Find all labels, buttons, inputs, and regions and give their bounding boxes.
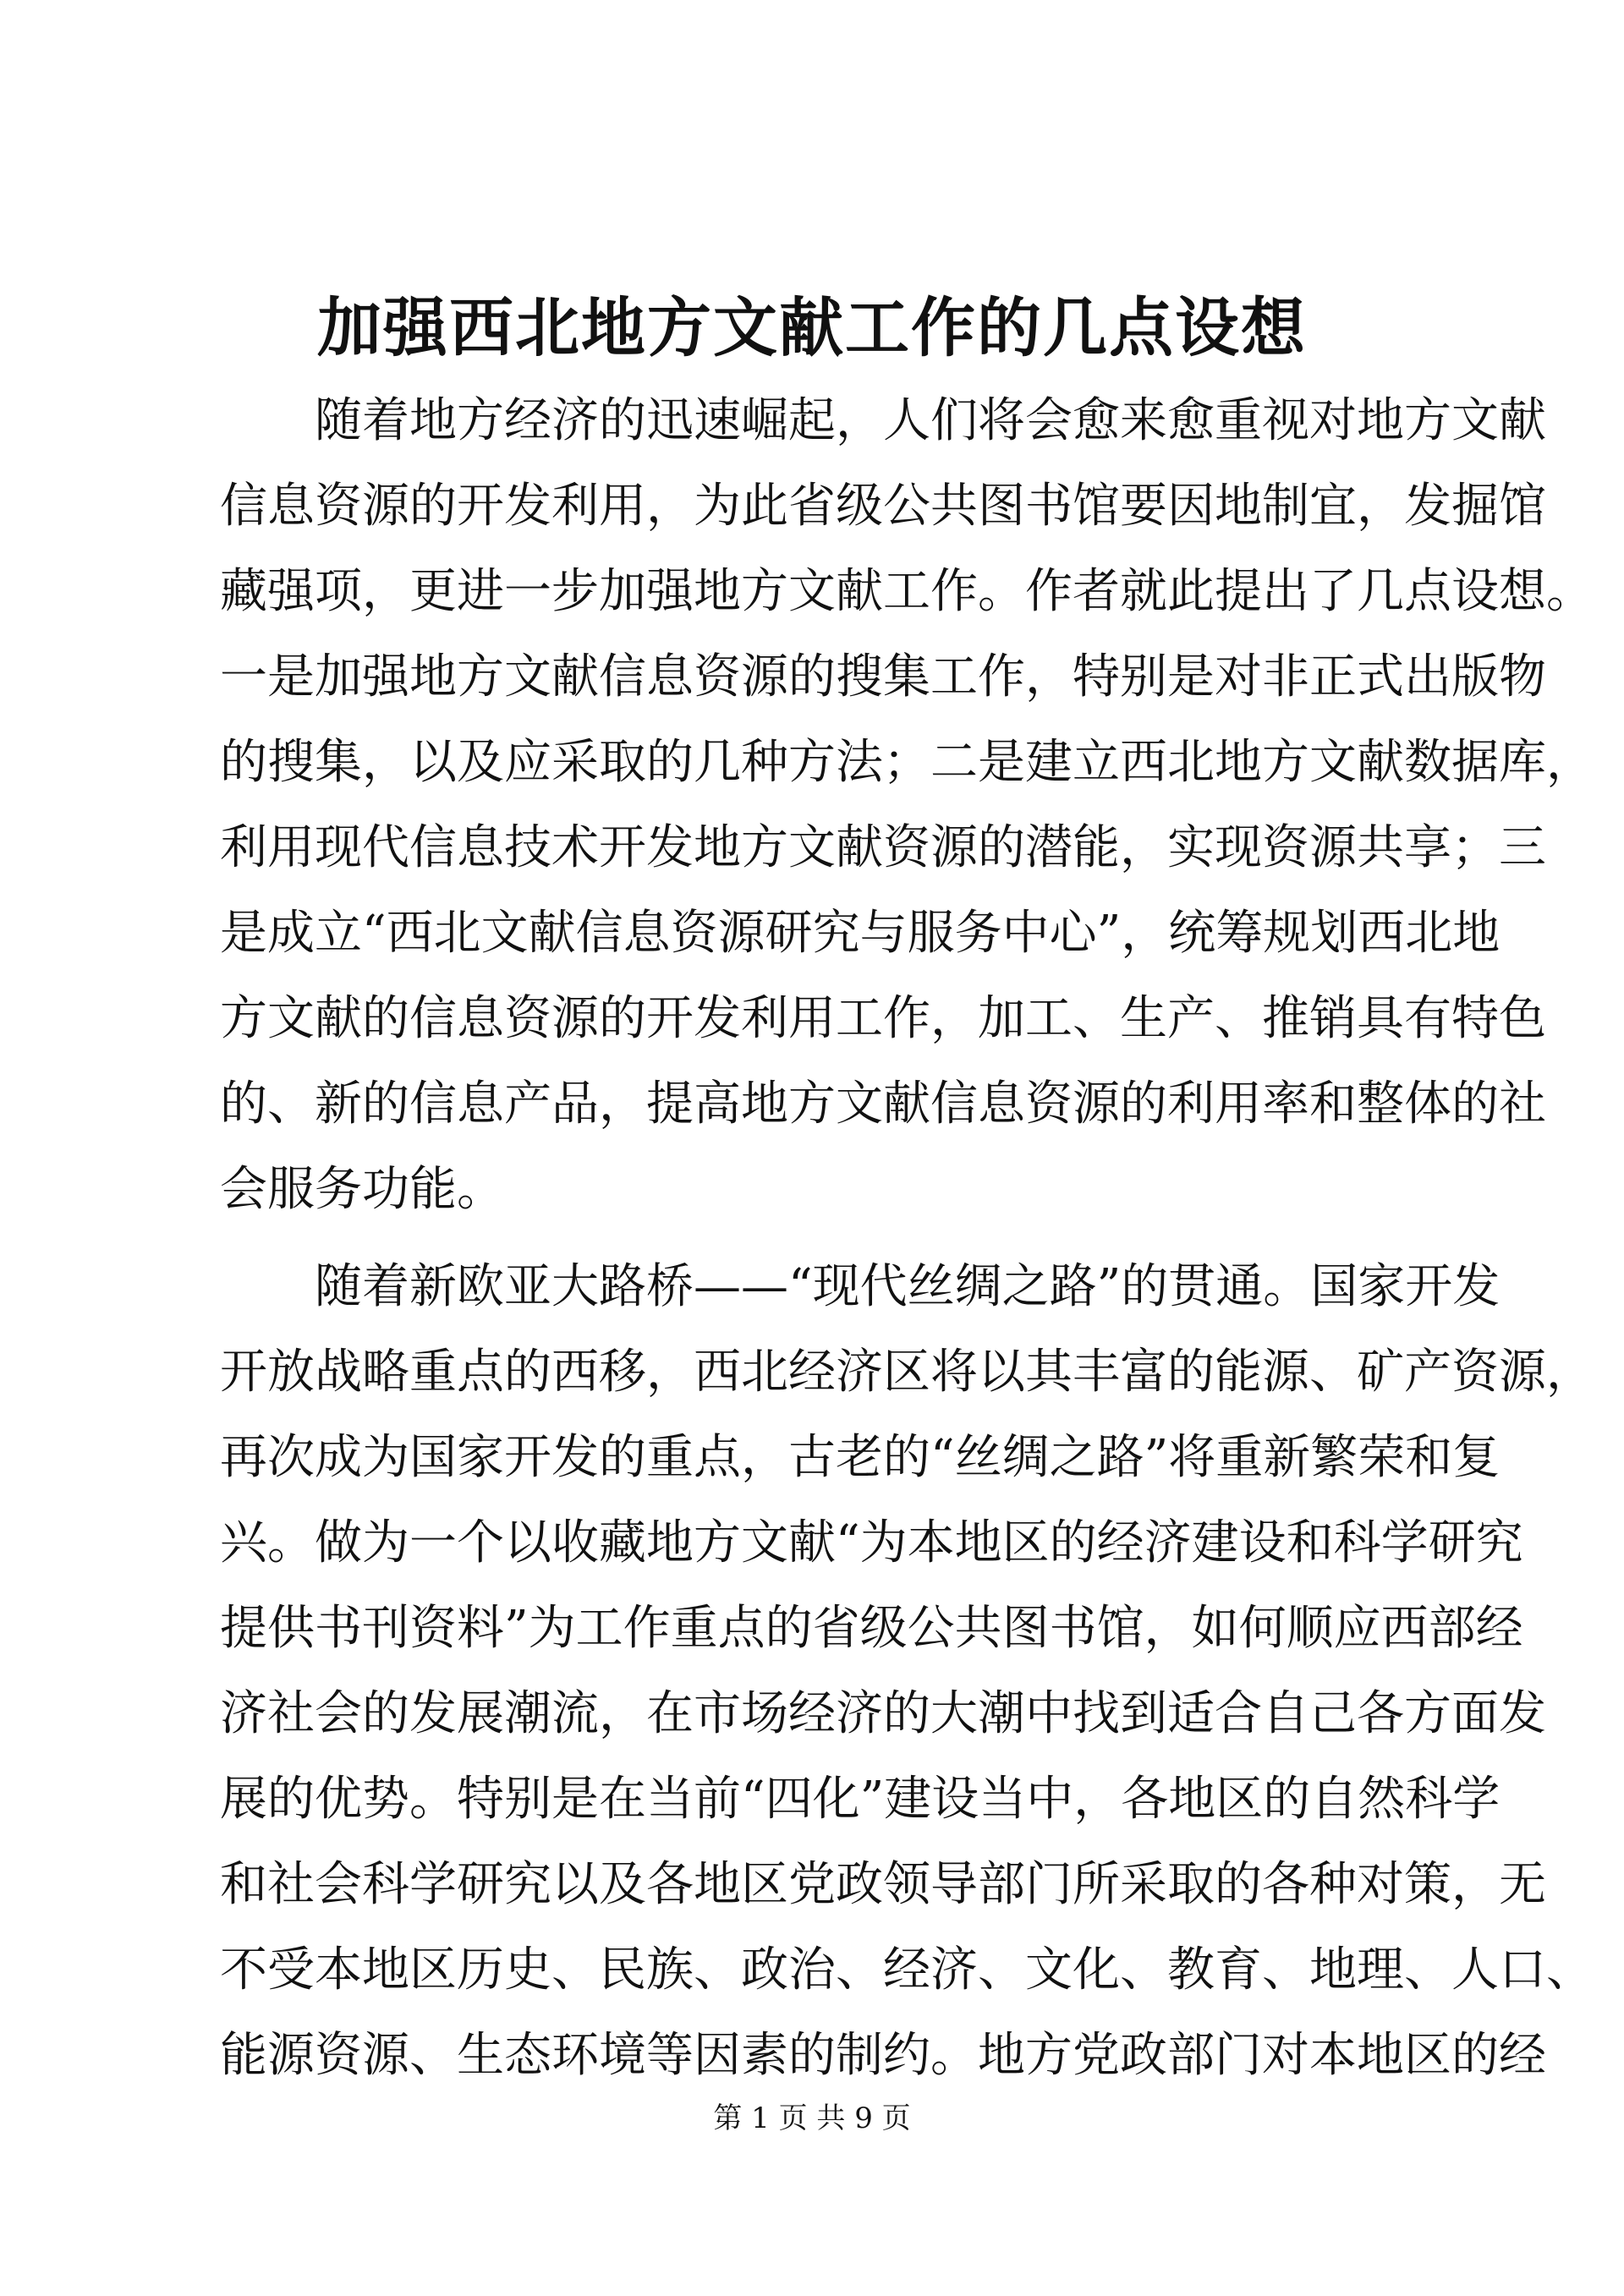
paragraph-1-line-10: 会服务功能。 <box>220 1162 504 1217</box>
paragraph-2-line-6: 济社会的发展潮流，在市场经济的大潮中找到适合自己各方面发 <box>220 1686 1546 1741</box>
paragraph-2-line-4: 兴。做为一个以收藏地方文献“为本地区的经济建设和科学研究 <box>220 1515 1523 1570</box>
paragraph-1-line-5: 的搜集，以及应采取的几种方法；二是建立西北地方文献数据库， <box>220 735 1594 790</box>
paragraph-2-line-2: 开放战略重点的西移，西北经济区将以其丰富的能源、矿产资源， <box>220 1345 1594 1400</box>
paragraph-2 <box>220 1244 1594 2098</box>
paragraph-2-line-1: 随着新欧亚大路桥——“现代丝绸之路”的贯通。国家开发 <box>315 1259 1501 1314</box>
paragraph-1 <box>220 378 1594 1232</box>
paragraph-1-line-1: 随着地方经济的迅速崛起，人们将会愈来愈重视对地方文献 <box>315 393 1546 448</box>
paragraph-2-line-10: 能源资源、生态环境等因素的制约。地方党政部门对本地区的经 <box>220 2028 1546 2083</box>
paragraph-1-line-2: 信息资源的开发利用，为此省级公共图书馆要因地制宜，发掘馆 <box>220 479 1546 534</box>
page-number-footer: 第 1 页 共 9 页 <box>713 2101 911 2135</box>
paragraph-1-line-8: 方文献的信息资源的开发利用工作，加工、生产、推销具有特色 <box>220 991 1546 1046</box>
paragraph-2-line-7: 展的优势。特别是在当前“四化”建设当中，各地区的自然科学 <box>220 1772 1501 1827</box>
document-body <box>220 378 1594 2110</box>
paragraph-2-line-3: 再次成为国家开发的重点，古老的“丝绸之路”将重新繁荣和复 <box>220 1430 1501 1485</box>
paragraph-2-line-5: 提供书刊资料”为工作重点的省级公共图书馆，如何顺应西部经 <box>220 1601 1523 1656</box>
document-title: 加强西北地方文献工作的几点设想 <box>317 290 1307 365</box>
paragraph-2-line-8: 和社会科学研究以及各地区党政领导部门所采取的各种对策，无 <box>220 1857 1546 1912</box>
paragraph-1-line-4: 一是加强地方文献信息资源的搜集工作，特别是对非正式出版物 <box>220 649 1546 704</box>
paragraph-1-line-7: 是成立“西北文献信息资源研究与服务中心”，统筹规划西北地 <box>220 906 1501 961</box>
paragraph-1-line-6: 利用现代信息技术开发地方文献资源的潜能，实现资源共享；三 <box>220 820 1546 875</box>
paragraph-1-line-9: 的、新的信息产品，提高地方文献信息资源的利用率和整体的社 <box>220 1077 1546 1132</box>
paragraph-1-line-3: 藏强项，更进一步加强地方文献工作。作者就此提出了几点设想。 <box>220 564 1594 619</box>
paragraph-2-line-9: 不受本地区历史、民族、政治、经济、文化、教育、地理、人口、 <box>220 1943 1594 1997</box>
